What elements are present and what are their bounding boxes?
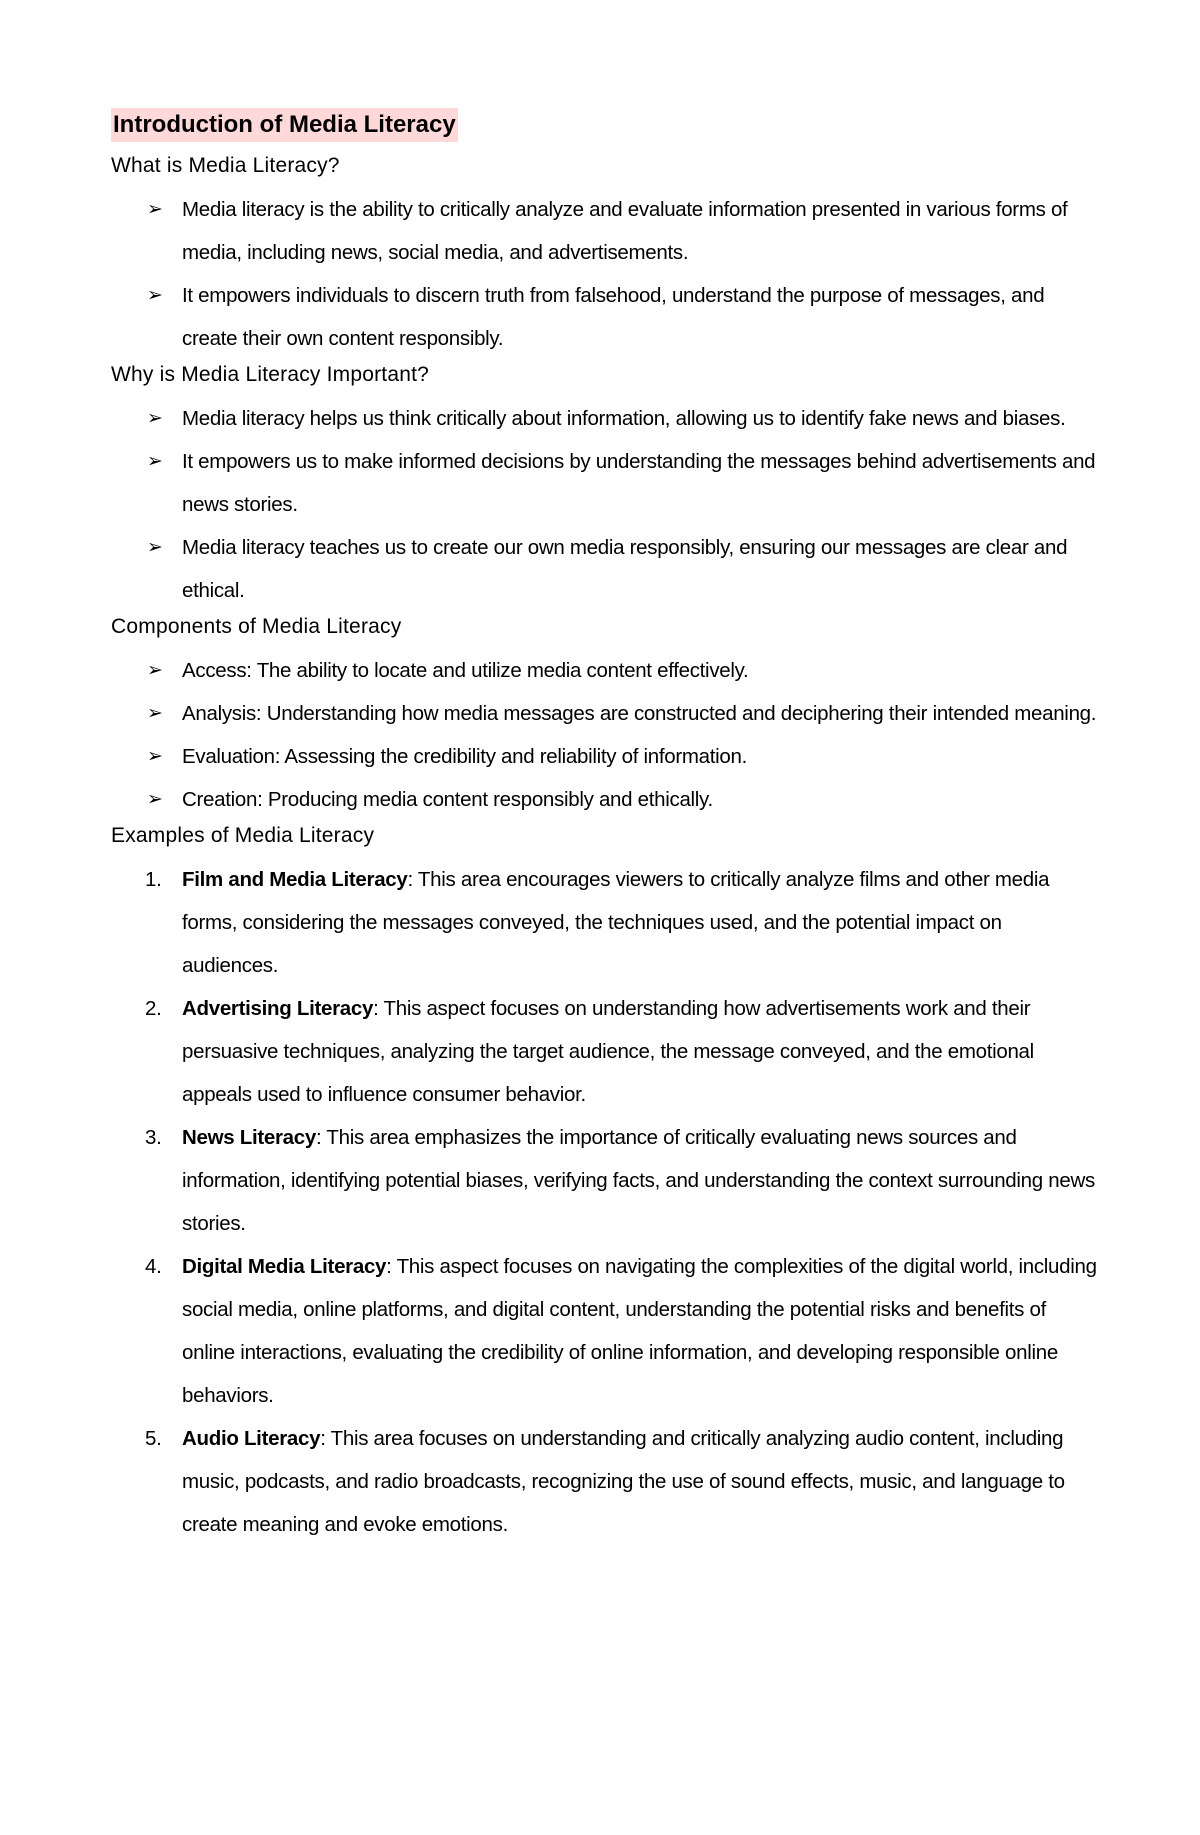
list-number: 5.: [145, 1427, 162, 1450]
arrow-bullet-icon: ➢: [147, 745, 163, 767]
section-examples: [111, 821, 1101, 1546]
section-components: [111, 612, 1101, 821]
list-item-text: Media literacy teaches us to create our own media responsibly, ensuring our messages are clear and ethical.: [182, 536, 1068, 602]
arrow-bullet-icon: ➢: [147, 198, 163, 220]
list-number: 2.: [145, 997, 162, 1020]
list-item-text: : This aspect focuses on navigating the complexities of the digital world, including social media, online platforms, and digital content, understanding the potential risks and benefits of online interactions, evaluating the credibility of online information, and developing responsible online behaviors.: [182, 1255, 1097, 1407]
list-item: [111, 778, 1101, 821]
list-item-text: Access: The ability to locate and utilize media content effectively.: [182, 659, 749, 682]
list-item-text: Evaluation: Assessing the credibility and reliability of information.: [182, 745, 747, 768]
list-item-term: News Literacy: [182, 1126, 316, 1149]
list-item-term: Audio Literacy: [182, 1427, 321, 1450]
document-title: Introduction of Media Literacy: [111, 108, 458, 142]
list-number: 4.: [145, 1255, 162, 1278]
arrow-bullet-icon: ➢: [147, 536, 163, 558]
list-item: [111, 188, 1101, 274]
list-item: [111, 1116, 1101, 1245]
list-item-text: Analysis: Understanding how media messages are constructed and deciphering their intended meaning.: [182, 702, 1097, 725]
list-number: 1.: [145, 868, 162, 891]
list-item-term: Advertising Literacy: [182, 997, 374, 1020]
list-item-text: It empowers individuals to discern truth from falsehood, understand the purpose of messages, and create their own content responsibly.: [182, 284, 1045, 350]
list-item-term: Digital Media Literacy: [182, 1255, 387, 1278]
list-item-text: : This area encourages viewers to critically analyze films and other media forms, considering the messages conveyed, the techniques used, and the potential impact on audiences.: [182, 868, 1050, 977]
arrow-bullet-icon: ➢: [147, 702, 163, 724]
section-heading: What is Media Literacy?: [111, 154, 340, 177]
arrow-bullet-icon: ➢: [147, 450, 163, 472]
list-item-text: : This area emphasizes the importance of critically evaluating news sources and information, identifying potential biases, verifying facts, and understanding the context surrounding news stories.: [182, 1126, 1095, 1235]
bullet-list: [111, 397, 1101, 612]
list-item: [111, 987, 1101, 1116]
section-what-is: [111, 151, 1101, 360]
bullet-list: [111, 649, 1101, 821]
list-item: [111, 440, 1101, 526]
section-heading: Why is Media Literacy Important?: [111, 363, 430, 386]
list-item-text: Creation: Producing media content responsibly and ethically.: [182, 788, 713, 811]
arrow-bullet-icon: ➢: [147, 284, 163, 306]
list-item: [111, 526, 1101, 612]
list-item: [111, 692, 1101, 735]
list-item-text: Media literacy helps us think critically about information, allowing us to identify fake news and biases.: [182, 407, 1066, 430]
section-heading: Components of Media Literacy: [111, 615, 402, 638]
list-item: [111, 649, 1101, 692]
list-item-text: It empowers us to make informed decisions by understanding the messages behind advertisements and news stories.: [182, 450, 1096, 516]
list-item: [111, 735, 1101, 778]
list-number: 3.: [145, 1126, 162, 1149]
list-item: [111, 1417, 1101, 1546]
list-item: [111, 274, 1101, 360]
numbered-list: [111, 858, 1101, 1546]
bullet-list: [111, 188, 1101, 360]
document-content: [111, 108, 1101, 1546]
section-why-important: [111, 360, 1101, 612]
list-item-text: Media literacy is the ability to critically analyze and evaluate information presented in various forms of media, including news, social media, and advertisements.: [182, 198, 1068, 264]
list-item: [111, 858, 1101, 987]
arrow-bullet-icon: ➢: [147, 659, 163, 681]
list-item: [111, 397, 1101, 440]
section-heading: Examples of Media Literacy: [111, 824, 375, 847]
list-item: [111, 1245, 1101, 1417]
arrow-bullet-icon: ➢: [147, 788, 163, 810]
list-item-text: : This aspect focuses on understanding how advertisements work and their persuasive techniques, analyzing the target audience, the message conveyed, and the emotional appeals used to influence consumer behavior.: [182, 997, 1034, 1106]
arrow-bullet-icon: ➢: [147, 407, 163, 429]
list-item-text: : This area focuses on understanding and critically analyzing audio content, including music, podcasts, and radio broadcasts, recognizing the use of sound effects, music, and language to create meaning and evoke emotions.: [182, 1427, 1065, 1536]
list-item-term: Film and Media Literacy: [182, 868, 408, 891]
